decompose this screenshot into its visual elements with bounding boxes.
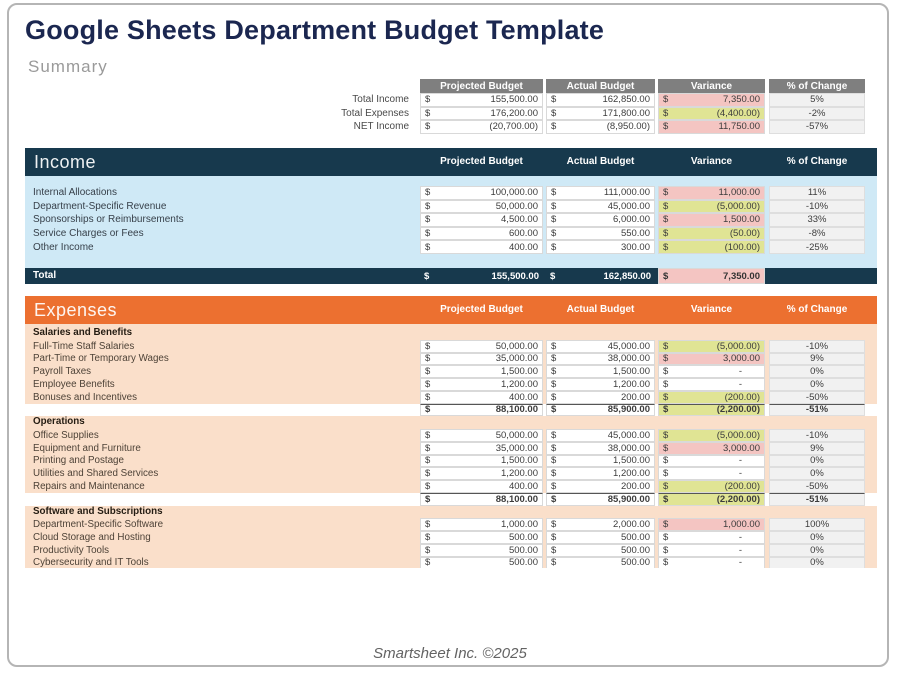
variance-cell[interactable]: $ 11,750.00 (658, 120, 765, 134)
pct-cell[interactable]: 9% (769, 353, 865, 366)
pct-cell[interactable]: -50% (769, 480, 865, 493)
row-label[interactable]: NET Income (353, 121, 409, 133)
actual-cell[interactable]: $ 500.00 (546, 544, 655, 557)
pct-cell[interactable]: 33% (769, 213, 865, 227)
actual-cell[interactable]: $ 6,000.00 (546, 213, 655, 227)
projected-cell[interactable]: $ 50,000.00 (420, 340, 543, 353)
table-row (25, 200, 877, 214)
actual-subtotal-cell[interactable]: $ 85,900.00 (546, 404, 655, 417)
currency-symbol: $ (425, 187, 431, 199)
currency-symbol: $ (425, 455, 431, 467)
expenses-header-variance[interactable]: Variance (690, 304, 733, 315)
expenses-section-title: Expenses (34, 300, 118, 320)
row-label[interactable]: Cloud Storage and Hosting (33, 531, 151, 543)
table-row (25, 544, 877, 557)
actual-cell[interactable]: $ 38,000.00 (546, 442, 655, 455)
variance-cell[interactable]: $ - (658, 544, 765, 557)
actual-cell[interactable]: $ 111,000.00 (546, 186, 655, 200)
currency-symbol: $ (551, 353, 557, 365)
currency-symbol: $ (551, 391, 557, 403)
income-header-variance[interactable]: Variance (690, 156, 733, 167)
actual-cell[interactable]: $ 1,500.00 (546, 455, 655, 468)
currency-symbol: $ (551, 468, 557, 480)
currency-symbol: $ (425, 391, 431, 403)
row-label[interactable]: Cybersecurity and IT Tools (33, 557, 149, 568)
pct-cell[interactable]: 5% (769, 93, 865, 107)
row-label[interactable]: Internal Allocations (33, 187, 117, 199)
currency-symbol: $ (425, 544, 431, 556)
projected-cell[interactable]: $ 400.00 (420, 240, 543, 254)
summary-header-projected[interactable]: Projected Budget (420, 79, 543, 93)
currency-symbol: $ (551, 228, 557, 240)
table-row (25, 240, 877, 254)
table-row (25, 455, 877, 468)
income-total-row (25, 268, 877, 284)
projected-cell[interactable]: $ 1,500.00 (420, 365, 543, 378)
variance-cell[interactable]: $ 3,000.00 (658, 442, 765, 455)
actual-subtotal-cell[interactable]: $ 85,900.00 (546, 493, 655, 506)
income-header-projected[interactable]: Projected Budget (440, 156, 523, 167)
currency-symbol: $ (663, 544, 669, 556)
variance-cell[interactable]: $ - (658, 531, 765, 544)
currency-symbol: $ (663, 187, 669, 199)
projected-cell[interactable]: $ 500.00 (420, 544, 543, 557)
currency-symbol: $ (425, 94, 431, 106)
table-row (25, 213, 877, 227)
pct-cell[interactable]: 0% (769, 378, 865, 391)
currency-symbol: $ (663, 340, 669, 352)
currency-symbol: $ (551, 442, 557, 454)
subtotal-row (25, 493, 877, 506)
variance-cell[interactable]: $ 11,000.00 (658, 186, 765, 200)
variance-cell[interactable]: $ 7,350.00 (658, 93, 765, 107)
currency-symbol: $ (663, 366, 669, 378)
actual-cell[interactable]: $ 550.00 (546, 227, 655, 241)
currency-symbol: $ (425, 121, 431, 133)
pct-cell[interactable]: 0% (769, 544, 865, 557)
variance-cell[interactable]: $ - (658, 557, 765, 569)
row-label[interactable]: Office Supplies (33, 429, 99, 441)
currency-symbol: $ (663, 378, 669, 390)
actual-cell[interactable]: $ 300.00 (546, 240, 655, 254)
table-row (25, 391, 877, 404)
row-label[interactable]: Employee Benefits (33, 378, 115, 390)
row-label[interactable]: Department-Specific Revenue (33, 200, 167, 212)
actual-cell[interactable]: $ 1,200.00 (546, 378, 655, 391)
actual-cell[interactable]: $ 500.00 (546, 531, 655, 544)
summary-header-actual[interactable]: Actual Budget (546, 79, 655, 93)
currency-symbol: $ (551, 94, 557, 106)
currency-symbol: $ (425, 378, 431, 390)
currency-symbol: $ (663, 442, 669, 454)
projected-cell[interactable]: $ 1,000.00 (420, 518, 543, 531)
variance-subtotal-cell[interactable]: $ (2,200.00) (658, 493, 765, 506)
actual-cell[interactable]: $ 171,800.00 (546, 107, 655, 121)
actual-cell[interactable]: $ 45,000.00 (546, 429, 655, 442)
group-header-operations[interactable]: Operations (33, 416, 85, 428)
variance-cell[interactable]: $ - (658, 467, 765, 480)
projected-cell[interactable]: $ 500.00 (420, 531, 543, 544)
row-label[interactable]: Payroll Taxes (33, 366, 92, 378)
income-header-actual[interactable]: Actual Budget (566, 156, 635, 167)
currency-symbol: $ (663, 519, 669, 531)
row-label[interactable]: Sponsorships or Reimbursements (33, 214, 184, 226)
currency-symbol: $ (425, 340, 431, 352)
row-label[interactable]: Department-Specific Software (33, 519, 164, 531)
pct-subtotal-cell[interactable]: -51% (769, 493, 865, 506)
projected-cell[interactable]: $ (20,700.00) (420, 120, 543, 134)
projected-subtotal-cell[interactable]: $ 88,100.00 (420, 493, 543, 506)
currency-symbol: $ (551, 366, 557, 378)
variance-cell[interactable]: $ 1,500.00 (658, 213, 765, 227)
projected-cell[interactable]: $ 600.00 (420, 227, 543, 241)
variance-cell[interactable]: $ (200.00) (658, 480, 765, 493)
currency-symbol: $ (551, 531, 557, 543)
currency-symbol: $ (424, 270, 430, 282)
currency-symbol: $ (551, 404, 557, 416)
pct-cell[interactable]: -50% (769, 391, 865, 404)
currency-symbol: $ (425, 519, 431, 531)
currency-symbol: $ (551, 200, 557, 212)
projected-cell[interactable]: $ 50,000.00 (420, 429, 543, 442)
currency-symbol: $ (663, 480, 669, 492)
currency-symbol: $ (551, 340, 557, 352)
actual-cell[interactable]: $ 45,000.00 (546, 200, 655, 214)
currency-symbol: $ (425, 366, 431, 378)
row-label[interactable]: Total Income (352, 94, 409, 106)
summary-header-row (25, 79, 877, 93)
currency-symbol: $ (663, 404, 669, 416)
variance-cell[interactable]: $ (200.00) (658, 391, 765, 404)
row-label[interactable]: Utilities and Shared Services (33, 468, 159, 480)
projected-cell[interactable]: $ 1,500.00 (420, 455, 543, 468)
currency-symbol: $ (663, 455, 669, 467)
currency-symbol: $ (551, 241, 557, 253)
income-header-pct[interactable]: % of Change (786, 156, 848, 167)
currency-symbol: $ (551, 480, 557, 492)
table-row (25, 429, 877, 442)
summary-header-variance[interactable]: Variance (658, 79, 765, 93)
currency-symbol: $ (663, 557, 669, 568)
table-row (25, 467, 877, 480)
currency-symbol: $ (550, 270, 556, 282)
variance-cell[interactable]: $ - (658, 455, 765, 468)
row-label[interactable]: Equipment and Furniture (33, 442, 141, 454)
pct-cell[interactable]: 9% (769, 442, 865, 455)
currency-symbol: $ (551, 429, 557, 441)
currency-symbol: $ (425, 241, 431, 253)
currency-symbol: $ (663, 429, 669, 441)
variance-cell[interactable]: $ - (658, 365, 765, 378)
pct-cell[interactable]: -25% (769, 240, 865, 254)
projected-cell[interactable]: $ 50,000.00 (420, 200, 543, 214)
pct-cell[interactable]: -8% (769, 227, 865, 241)
projected-cell[interactable]: $ 400.00 (420, 480, 543, 493)
table-row (25, 442, 877, 455)
currency-symbol: $ (425, 200, 431, 212)
actual-cell[interactable]: $ 1,200.00 (546, 467, 655, 480)
currency-symbol: $ (551, 455, 557, 467)
currency-symbol: $ (425, 228, 431, 240)
actual-cell[interactable]: $ 2,000.00 (546, 518, 655, 531)
currency-symbol: $ (425, 214, 431, 226)
variance-cell[interactable]: $ 7,350.00 (658, 268, 765, 284)
actual-cell[interactable]: $ 162,850.00 (546, 93, 655, 107)
pct-cell[interactable]: 0% (769, 467, 865, 480)
currency-symbol: $ (551, 519, 557, 531)
actual-cell[interactable]: $ 500.00 (546, 557, 655, 569)
currency-symbol: $ (551, 493, 557, 505)
table-row (25, 353, 877, 366)
pct-cell[interactable]: 11% (769, 186, 865, 200)
summary-header-pct[interactable]: % of Change (769, 79, 865, 93)
currency-symbol: $ (425, 493, 431, 505)
table-row (25, 340, 877, 353)
currency-symbol: $ (551, 107, 557, 119)
actual-cell[interactable]: $ 1,500.00 (546, 365, 655, 378)
variance-cell[interactable]: $ (4,400.00) (658, 107, 765, 121)
footer-credit: Smartsheet Inc. ©2025 (373, 645, 527, 662)
projected-cell[interactable]: $ 100,000.00 (420, 186, 543, 200)
summary-row-total-income (25, 93, 877, 107)
pct-cell[interactable]: -10% (769, 429, 865, 442)
summary-table (25, 79, 877, 134)
currency-symbol: $ (425, 353, 431, 365)
currency-symbol: $ (551, 214, 557, 226)
actual-cell[interactable]: $ 162,850.00 (550, 270, 651, 282)
projected-subtotal-cell[interactable]: $ 88,100.00 (420, 404, 543, 417)
projected-cell[interactable]: $ 155,500.00 (420, 93, 543, 107)
pct-cell[interactable]: -10% (769, 200, 865, 214)
projected-cell[interactable]: $ 1,200.00 (420, 467, 543, 480)
variance-cell[interactable]: $ (5,000.00) (658, 340, 765, 353)
row-label[interactable]: Printing and Postage (33, 455, 124, 467)
currency-symbol: $ (663, 391, 669, 403)
table-row (25, 378, 877, 391)
currency-symbol: $ (425, 557, 431, 568)
projected-cell[interactable]: $ 400.00 (420, 391, 543, 404)
page-title: Google Sheets Department Budget Template (25, 15, 605, 45)
pct-cell[interactable]: 0% (769, 455, 865, 468)
currency-symbol: $ (663, 94, 669, 106)
variance-cell[interactable]: $ (5,000.00) (658, 200, 765, 214)
row-label[interactable]: Service Charges or Fees (33, 228, 144, 240)
pct-cell[interactable]: -2% (769, 107, 865, 121)
currency-symbol: $ (551, 544, 557, 556)
expenses-body (25, 324, 877, 568)
projected-cell[interactable]: $ 176,200.00 (420, 107, 543, 121)
currency-symbol: $ (663, 107, 669, 119)
currency-symbol: $ (551, 378, 557, 390)
summary-row-total-expenses (25, 107, 877, 121)
table-row (25, 531, 877, 544)
row-label[interactable]: Full-Time Staff Salaries (33, 340, 135, 352)
expenses-header-band[interactable] (25, 296, 877, 324)
currency-symbol: $ (663, 200, 669, 212)
currency-symbol: $ (663, 241, 669, 253)
currency-symbol: $ (425, 442, 431, 454)
pct-subtotal-cell[interactable]: -51% (769, 404, 865, 417)
actual-cell[interactable]: $ (8,950.00) (546, 120, 655, 134)
summary-row-net-income (25, 120, 877, 134)
table-row (25, 557, 877, 569)
projected-cell[interactable]: $ 35,000.00 (420, 442, 543, 455)
currency-symbol: $ (425, 404, 431, 416)
subtotal-row (25, 404, 877, 417)
currency-symbol: $ (663, 121, 669, 133)
variance-cell[interactable]: $ 1,000.00 (658, 518, 765, 531)
variance-cell[interactable]: $ 3,000.00 (658, 353, 765, 366)
projected-cell[interactable]: $ 500.00 (420, 557, 543, 569)
actual-cell[interactable]: $ 200.00 (546, 480, 655, 493)
currency-symbol: $ (663, 228, 669, 240)
currency-symbol: $ (551, 557, 557, 568)
expenses-header-actual[interactable]: Actual Budget (566, 304, 635, 315)
row-label[interactable]: Productivity Tools (33, 544, 110, 556)
pct-cell[interactable]: 0% (769, 365, 865, 378)
pct-cell[interactable]: 100% (769, 518, 865, 531)
actual-cell[interactable]: $ 45,000.00 (546, 340, 655, 353)
currency-symbol: $ (425, 480, 431, 492)
income-header-band[interactable] (25, 148, 877, 176)
currency-symbol: $ (425, 429, 431, 441)
variance-cell[interactable]: $ (5,000.00) (658, 429, 765, 442)
currency-symbol: $ (663, 531, 669, 543)
income-total-label[interactable]: Total (33, 270, 57, 281)
currency-symbol: $ (663, 493, 669, 505)
table-row (25, 480, 877, 493)
projected-cell[interactable]: $ 1,200.00 (420, 378, 543, 391)
income-section-title: Income (34, 152, 97, 172)
table-row (25, 365, 877, 378)
pct-cell[interactable]: -10% (769, 340, 865, 353)
row-label[interactable]: Total Expenses (341, 107, 409, 119)
row-label[interactable]: Other Income (33, 241, 94, 253)
row-label[interactable]: Bonuses and Incentives (33, 391, 138, 403)
page-subtitle: Summary (28, 57, 108, 76)
currency-symbol: $ (663, 468, 669, 480)
pct-cell[interactable]: 0% (769, 557, 865, 569)
currency-symbol: $ (551, 187, 557, 199)
variance-subtotal-cell[interactable]: $ (2,200.00) (658, 404, 765, 417)
income-body (25, 176, 877, 268)
group-header-salaries[interactable]: Salaries and Benefits (33, 327, 133, 338)
income-section (25, 148, 877, 284)
expenses-header-pct[interactable]: % of Change (786, 304, 848, 315)
currency-symbol: $ (425, 468, 431, 480)
actual-cell[interactable]: $ 200.00 (546, 391, 655, 404)
currency-symbol: $ (551, 121, 557, 133)
projected-cell[interactable]: $ 4,500.00 (420, 213, 543, 227)
row-label[interactable]: Part-Time or Temporary Wages (33, 353, 169, 365)
currency-symbol: $ (663, 353, 669, 365)
variance-cell[interactable]: $ (100.00) (658, 240, 765, 254)
variance-cell[interactable]: $ - (658, 378, 765, 391)
currency-symbol: $ (425, 531, 431, 543)
currency-symbol: $ (425, 107, 431, 119)
row-label[interactable]: Repairs and Maintenance (33, 480, 145, 492)
group-header-software[interactable]: Software and Subscriptions (33, 505, 163, 517)
table-row (25, 227, 877, 241)
currency-symbol: $ (663, 214, 669, 226)
projected-cell[interactable]: $ 35,000.00 (420, 353, 543, 366)
expenses-header-projected[interactable]: Projected Budget (440, 304, 523, 315)
actual-cell[interactable]: $ 38,000.00 (546, 353, 655, 366)
projected-cell[interactable]: $ 155,500.00 (424, 270, 539, 282)
currency-symbol: $ (663, 270, 669, 282)
table-row (25, 186, 877, 200)
expenses-section (25, 296, 877, 568)
table-row (25, 518, 877, 531)
variance-cell[interactable]: $ (50.00) (658, 227, 765, 241)
pct-cell[interactable]: 0% (769, 531, 865, 544)
pct-cell[interactable]: -57% (769, 120, 865, 134)
